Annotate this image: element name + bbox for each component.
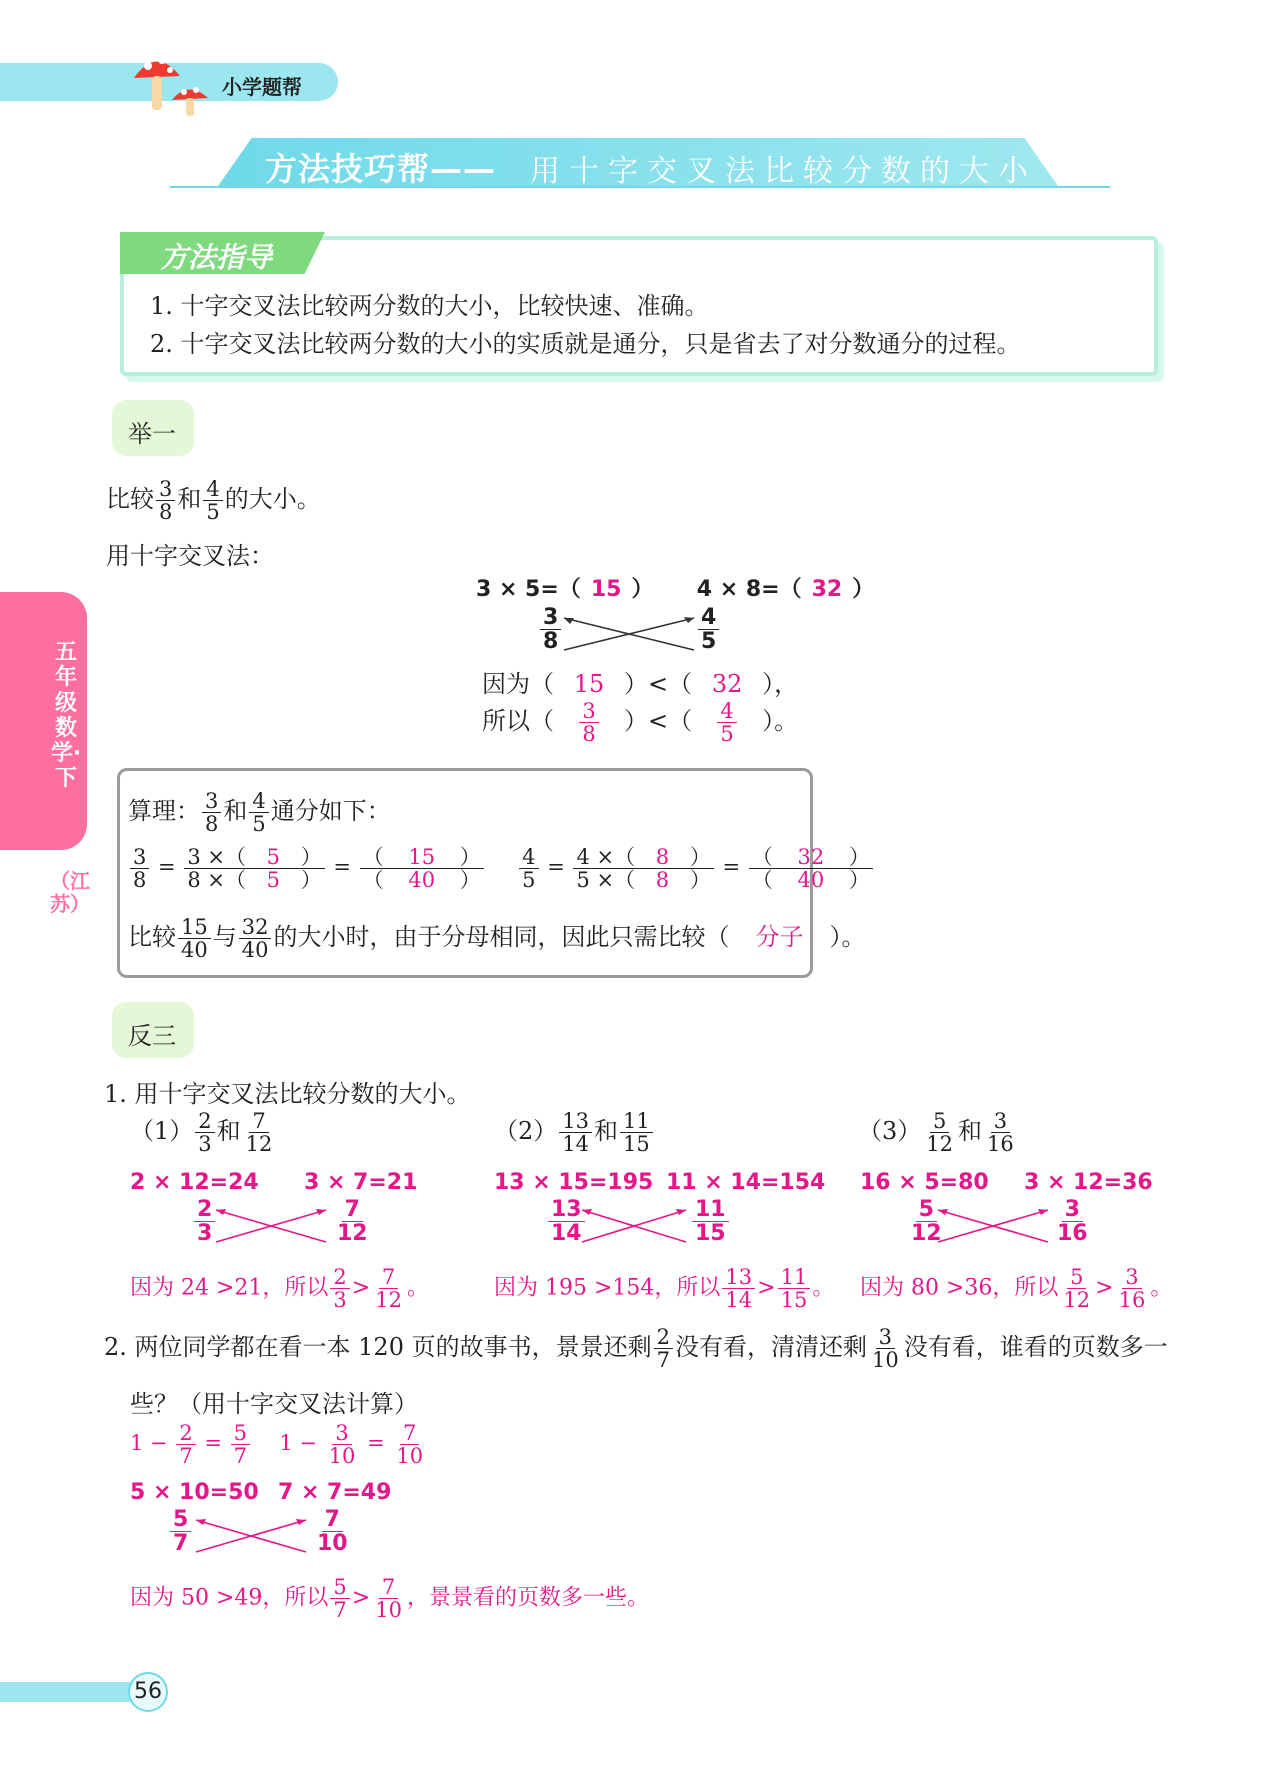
method-guide-label: 方法指导 bbox=[160, 241, 273, 274]
guide-line-1: 1. 十字交叉法比较两分数的大小，比较快速、准确。 bbox=[150, 292, 709, 320]
example-question: 比较 $\frac{3}{8}$ 和 $\frac{4}{5}$ 的大小。 bbox=[106, 477, 321, 525]
practice-item-3-cross-arrows bbox=[934, 1206, 1052, 1246]
practice-item-1-product-2: 3 × 7=21 bbox=[304, 1170, 418, 1195]
q2-product-2: 7 × 7=49 bbox=[278, 1480, 392, 1505]
practice-item-1-cross-arrows bbox=[212, 1206, 330, 1246]
side-region-label: （江苏） bbox=[50, 869, 90, 916]
practice-pill-label: 反三 bbox=[128, 1022, 176, 1050]
practice-item-2-label: （2） $\frac{13}{14}$ 和 $\frac{11}{15}$ bbox=[494, 1110, 655, 1155]
practice-item-3-frac-b: $\frac{3}{16}$ bbox=[1057, 1197, 1088, 1247]
practice-item-2-frac-a: $\frac{13}{14}$ bbox=[546, 1198, 587, 1245]
because-line: 因为（ 15 ）<（ 32 ）， bbox=[482, 670, 799, 698]
practice-item-2-frac-b: $\frac{11}{15}$ bbox=[690, 1198, 731, 1245]
footer-bar bbox=[0, 1682, 148, 1702]
q2-subtraction: 1 − $\frac{2}{7}$ = $\frac{5}{7}$ 1 − $\frac{3}{10}$ = $\frac{7}{10}$ bbox=[130, 1421, 424, 1469]
practice-item-3-label: （3） $\frac{5}{12}$ 和 $\frac{3}{16}$ bbox=[858, 1109, 1014, 1157]
so-line: 所以（ $\frac{3}{8}$ ）<（ $\frac{4}{5}$ ）。 bbox=[482, 699, 799, 747]
brand-name: 小学题帮 bbox=[222, 75, 302, 99]
q2-frac-b: $\frac{7}{10}$ bbox=[317, 1507, 348, 1557]
practice-item-2-product-1: 13 × 15=195 bbox=[494, 1170, 654, 1195]
guide-line-2: 2. 十字交叉法比较两分数的大小的实质就是通分，只是省去了对分数通分的过程。 bbox=[150, 330, 1021, 358]
practice-item-3-conclusion: 因为 80 >36，所以 $\frac{5}{12}$ > $\frac{3}{16}$ 。 bbox=[860, 1265, 1173, 1313]
cross-arrows bbox=[560, 612, 700, 656]
q2-product-1: 5 × 10=50 bbox=[130, 1480, 259, 1505]
q2-conclusion: 因为 50 >49，所以 $\frac{5}{7}$ > $\frac{7}{10}$ ，景景看的页数多一些。 bbox=[130, 1575, 649, 1623]
method-line: 用十字交叉法： bbox=[106, 542, 274, 570]
calc-intro: 算理： $\frac{3}{8}$ 和 $\frac{4}{5}$ 通分如下： bbox=[128, 789, 391, 837]
page-number: 56 bbox=[128, 1672, 168, 1712]
practice-question-2: 2. 两位同学都在看一本 120 页的故事书，景景还剩 $\frac{2}{7}$ 没有看，清清还剩 $\frac{3}{10}$ 没有看，谁看的页数多一 bbox=[104, 1325, 1168, 1373]
q2-frac-a: $\frac{5}{7}$ bbox=[168, 1508, 193, 1555]
practice-item-3-product-2: 3 × 12=36 bbox=[1024, 1170, 1153, 1195]
practice-item-2-product-2: 11 × 14=154 bbox=[666, 1170, 826, 1195]
cross-products: 3 × 5=（ 15 ） 4 × 8=（ 32 ） bbox=[476, 577, 875, 602]
side-grade-label: 五年级数学·下 bbox=[50, 640, 82, 792]
practice-item-3-frac-a: $\frac{5}{12}$ bbox=[911, 1197, 942, 1247]
practice-item-3-product-1: 16 × 5=80 bbox=[860, 1170, 989, 1195]
practice-question-1: 1. 用十字交叉法比较分数的大小。 bbox=[104, 1080, 471, 1108]
practice-item-1-frac-a: $\frac{2}{3}$ bbox=[192, 1198, 217, 1245]
practice-item-1-conclusion: 因为 24 >21，所以 $\frac{2}{3}$ > $\frac{7}{12}$ 。 bbox=[130, 1265, 429, 1313]
practice-item-1-frac-b: $\frac{7}{12}$ bbox=[337, 1197, 368, 1247]
practice-item-1-product-1: 2 × 12=24 bbox=[130, 1170, 259, 1195]
practice-item-1-label: （1） $\frac{2}{3}$ 和 $\frac{7}{12}$ bbox=[130, 1109, 273, 1157]
practice-question-2-cont: 些？（用十字交叉法计算） bbox=[130, 1390, 418, 1418]
calc-conclusion: 比较 $\frac{15}{40}$ 与 $\frac{32}{40}$ 的大小时，由于分母相同，因此只需比较（ 分子 ）。 bbox=[128, 915, 866, 963]
fraction-4-5: $\frac{4}{5}$ bbox=[696, 606, 721, 653]
page-title: 方法技巧帮—— bbox=[265, 150, 497, 188]
q2-cross-arrows bbox=[192, 1516, 310, 1556]
example-pill-label: 举一 bbox=[128, 420, 176, 448]
fraction-3-8: $\frac{3}{8}$ bbox=[538, 606, 563, 653]
practice-item-2-cross-arrows bbox=[578, 1206, 690, 1246]
practice-item-2-conclusion: 因为 195 >154，所以 $\frac{13}{14}$ > $\frac{11}{15}$ 。 bbox=[494, 1265, 835, 1313]
calc-equation: $\frac{3}{8}$ = $\frac{3 \times( 5 )}{8 \times( 5 )}$ = $\frac{( 15 )}{( 40 )}$ $\frac{4}{5}$ = $\frac{4 \times( 8 )}{5 \times( 8 )}$ = $\frac{( 32 )}{( 40 )}$ bbox=[128, 846, 875, 891]
page-subtitle: 用十字交叉法比较分数的大小 bbox=[530, 154, 1037, 189]
mushroom-icon bbox=[128, 46, 212, 118]
